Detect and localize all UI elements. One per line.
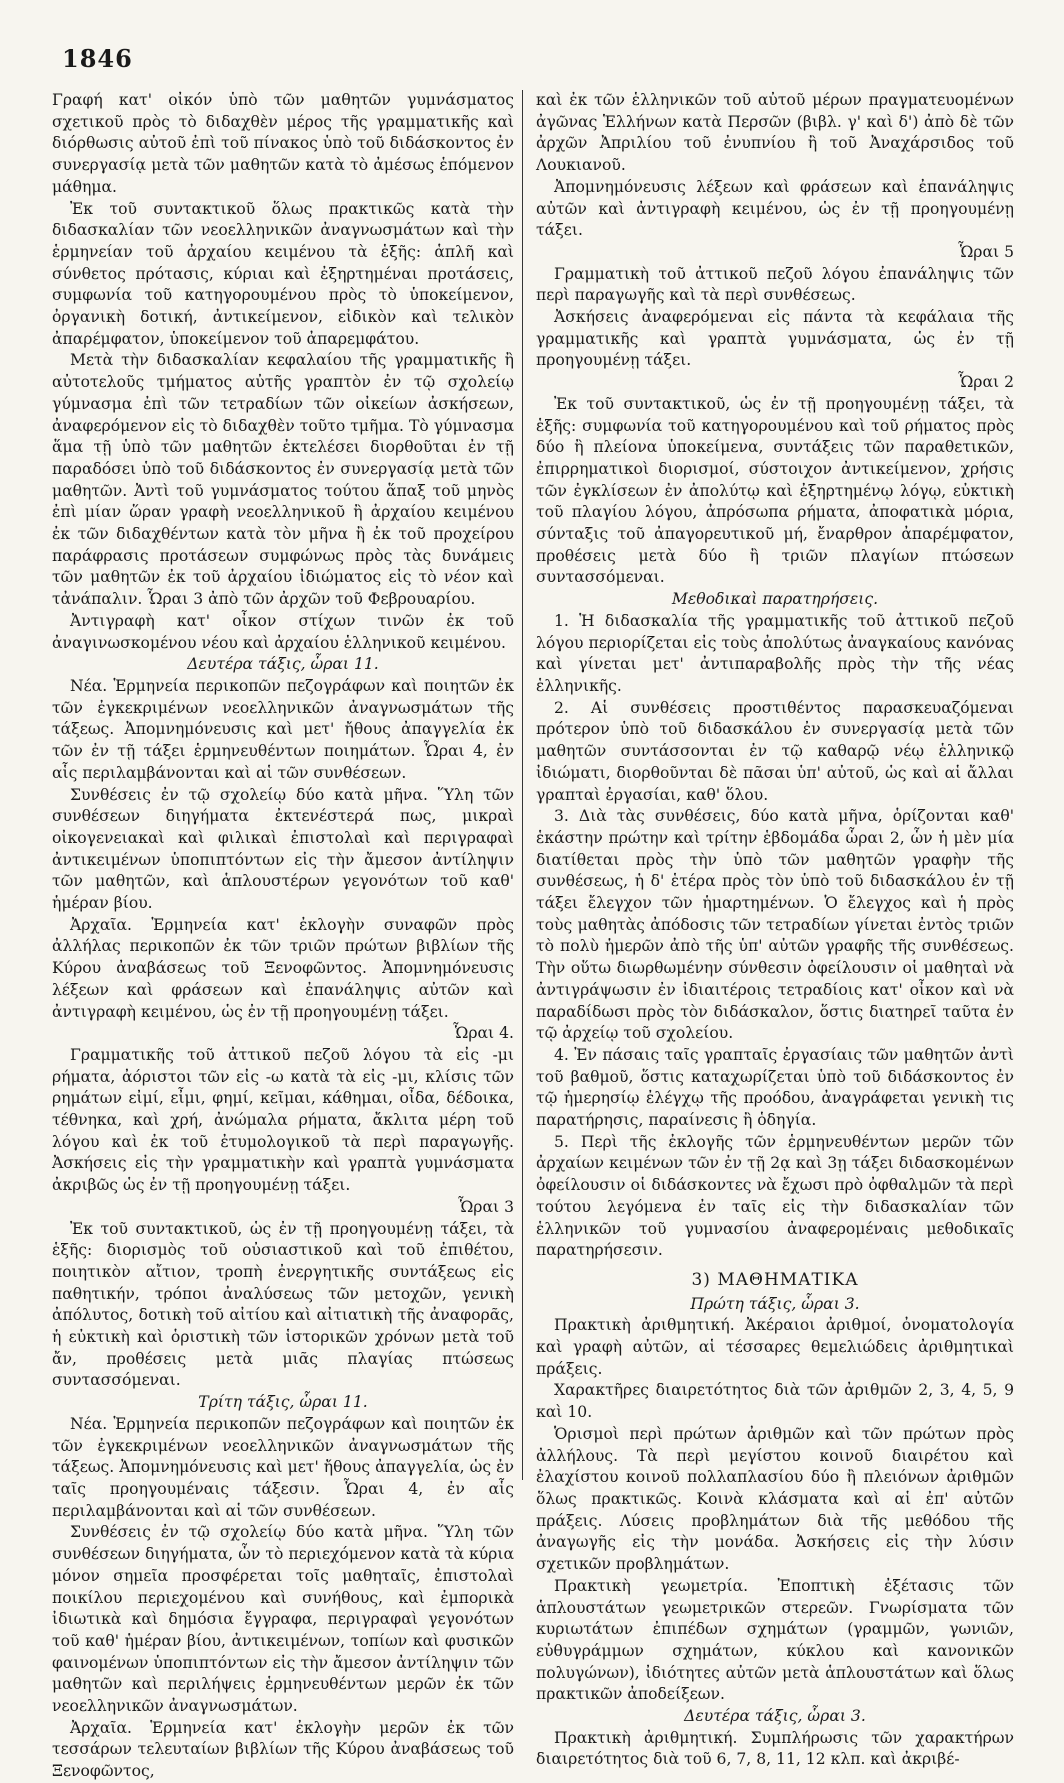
paragraph: Γραμματικῆς τοῦ ἀττικοῦ πεζοῦ λόγου τὰ εἰς -μι ρήματα, ἀόριστοι τῶν εἰς -ω κατὰ τὰ εἰς -μι, κλίσις τῶν ρημάτων εἰμί, εἶμι, φημί, κεῖμαι, κάθημαι, οἶδα, δέδοικα, τέθνηκα, καὶ χρή, ἀνώμαλα ρήματα, ἄκλιτα μέρη τοῦ λόγου καὶ ἐκ τοῦ ἐτυμολογικοῦ τὰ περὶ παραγωγῆς. Ἀσκήσεις εἰς τὴν γραμματικὴν καὶ γραπτὰ γυμνάσματα ἀκριβῶς ὡς ἐν τῇ προηγουμένῃ τάξει. (52, 1045, 514, 1195)
class-heading: Δευτέρα τάξις, ὧραι 11. (187, 655, 379, 674)
paragraph: Μετὰ τὴν διδασκαλίαν κεφαλαίου τῆς γραμματικῆς ἢ αὐτοτελοῦς τμήματος αὐτῆς γραπτὸν ἐν τῷ σχολείῳ γύμνασμα ἐπὶ τῶν τετραδίων τῶν οἰκείων ἀσκήσεων, ἀναφερόμενον εἰς τὸ διδαχθὲν τοῦτο τμῆμα. Τὸ γύμνασμα ἅμα τῇ ὑπὸ τῶν μαθητῶν ἐκτελέσει διορθοῦται ἐν τῇ παραδόσει ὑπὸ τοῦ διδάσκοντος ἐν συνεργασίᾳ μετὰ τῶν μαθητῶν. Ἀντὶ τοῦ γυμνάσματος τούτου ἅπαξ τοῦ μηνὸς ἐπὶ μίαν ὥραν γραφὴ νεοελληνικοῦ ἢ ἀρχαίου κειμένου ἐκ τῶν διδαχθέντων κατὰ τὸν μῆνα ἢ ἐκ τοῦ προχείρου παράφρασις προτάσεων συμφώνως πρὸς τὰς δυνάμεις τῶν μαθητῶν ἐκ τοῦ ἀρχαίου ἰδιώματος εἰς τὸ νέον καὶ τἀνάπαλιν. Ὧραι 3 ἀπὸ τῶν ἀρχῶν τοῦ Φεβρουαρίου. (52, 351, 514, 609)
paragraph: Νέα. Ἑρμηνεία περικοπῶν πεζογράφων καὶ ποιητῶν ἐκ τῶν ἐγκεκριμένων νεοελληνικῶν ἀναγνωσμάτων τῆς τάξεως. Ἀπομνημόνευσις καὶ μετ' ἤθους ἀπαγγελία ἐκ τῶν ἐν τῇ τάξει ἑρμηνευθέντων ποιημάτων. Ὧραι 4, ἐν αἷς περιλαμβάνονται καὶ αἱ τῶν συνθέσεων. (52, 676, 514, 782)
class-heading: Δευτέρα τάξις, ὧραι 3. (684, 1707, 866, 1726)
hours-note: Ὧραι 5 (958, 242, 1014, 261)
paragraph: Γραμματικὴ τοῦ ἀττικοῦ πεζοῦ λόγου ἐπανάληψις τῶν περὶ παραγωγῆς καὶ τὰ περὶ συνθέσεως. (536, 264, 1014, 305)
paragraph: Ἀπομνημόνευσις λέξεων καὶ φράσεων καὶ ἐπανάληψις αὐτῶν καὶ ἀντιγραφὴ κειμένου, ὡς ἐν τῇ προηγουμένῃ τάξει. (536, 177, 1014, 240)
paragraph: Ἀρχαῖα. Ἑρμηνεία κατ' ἐκλογὴν μερῶν ἐκ τῶν τεσσάρων τελευταίων βιβλίων τῆς Κύρου ἀναβάσεως τοῦ Ξενοφῶντος, (52, 1718, 514, 1781)
paragraph: 2. Αἱ συνθέσεις προστιθέντος παρασκευαζόμεναι πρότερον ὑπὸ τοῦ διδασκάλου ἐν συνεργασίᾳ μετὰ τῶν μαθητῶν συντάσσονται ἐν τῷ καθαρῷ νέῳ ἑλληνικῷ ἰδιώματι, διορθοῦνται δὲ πᾶσαι ὑπ' αὐτοῦ, ὡς καὶ αἱ ἄλλαι γραπταὶ ἐργασίαι, καθ' ὅλου. (536, 698, 1014, 804)
paragraph: Νέα. Ἑρμηνεία περικοπῶν πεζογράφων καὶ ποιητῶν ἐκ τῶν ἐγκεκριμένων νεοελληνικῶν ἀναγνωσμάτων τῆς τάξεως. Ἀπομνημόνευσις καὶ μετ' ἤθους ἀπαγγελία, ὡς ἐν ταῖς προηγουμέναις τάξεσιν. Ὧραι 4, ἐν αἷς περιλαμβάνονται καὶ αἱ τῶν συνθέσεων. (52, 1414, 514, 1520)
paragraph: Πρακτικὴ ἀριθμητική. Συμπλήρωσις τῶν χαρακτήρων διαιρετότητος διὰ τοῦ 6, 7, 8, 11, 12 κλπ. καὶ ἀκριβέ- (536, 1728, 1014, 1769)
paragraph: Ἐκ τοῦ συντακτικοῦ ὅλως πρακτικῶς κατὰ τὴν διδασκαλίαν τῶν νεοελληνικῶν ἀναγνωσμάτων καὶ τὴν ἑρμηνείαν τοῦ ἀρχαίου κειμένου τὰ ἑξῆς: ἁπλῆ καὶ σύνθετος πρότασις, κύριαι καὶ ἐξηρτημέναι προτάσεις, συμφωνία τοῦ κατηγορουμένου πρὸς τὸ ὑποκείμενον, ὀργανικὴ δοτική, ἀντικείμενον, εἰδικὸν καὶ τελικὸν ἀπαρέμφατον, ὑποκείμενον τοῦ ἀπαρεμφάτου. (52, 199, 514, 348)
class-heading: Πρώτη τάξις, ὧραι 3. (690, 1294, 860, 1313)
paragraph: Πρακτικὴ ἀριθμητική. Ἀκέραιοι ἀριθμοί, ὀνοματολογία καὶ γραφὴ αὐτῶν, αἱ τέσσαρες θεμελιώδεις ἀριθμητικαὶ πράξεις. (536, 1316, 1014, 1378)
paragraph: Ὁρισμοὶ περὶ πρώτων ἀριθμῶν καὶ τῶν πρώτων πρὸς ἀλλήλους. Τὰ περὶ μεγίστου κοινοῦ διαιρέτου καὶ ἐλαχίστου κοινοῦ πολλαπλασίου δύο ἢ πλειόνων ἀριθμῶν ὅλως πρακτικῶς. Κοινὰ κλάσματα καὶ αἱ ἐπ' αὐτῶν πράξεις. Λύσεις προβλημάτων διὰ τῆς μεθόδου τῆς ἀναγωγῆς εἰς τὴν μονάδα. Ἀσκήσεις εἰς τὴν λύσιν σχετικῶν προβλημάτων. (536, 1424, 1014, 1574)
paragraph: Ἐκ τοῦ συντακτικοῦ, ὡς ἐν τῇ προηγουμένῃ τάξει, τὰ ἑξῆς: διορισμὸς τοῦ οὐσιαστικοῦ καὶ τοῦ ἐπιθέτου, ποιητικὸν αἴτιον, τροπὴ ἐνεργητικῆς συντάξεως εἰς παθητικήν, τρόποι ἀναλύσεως τῶν μετοχῶν, γενικὴ ἀπόλυτος, δοτικὴ τοῦ αἰτίου καὶ αἰτιατικὴ τῆς ἀναφορᾶς, ἡ εὐκτικὴ καὶ ὁριστικὴ τῶν ἱστορικῶν χρόνων μετὰ τοῦ ἄν, προθέσεις μετὰ μιᾶς πλαγίας πτώσεως συντασσόμεναι. (52, 1219, 514, 1390)
paragraph: 3. Διὰ τὰς συνθέσεις, δύο κατὰ μῆνα, ὁρίζονται καθ' ἑκάστην πρώτην καὶ τρίτην ἑβδομάδα ὧραι 2, ὧν ἡ μὲν μία διατίθεται πρὸς τὴν ὑπὸ τῶν μαθητῶν γραφὴν τῆς συνθέσεως, ἡ δ' ἑτέρα πρὸς τὸν ὑπὸ τοῦ διδασκάλου ἐν τῇ τάξει ἔλεγχον τῶν ἡμαρτημένων. Ὁ ἔλεγχος καὶ ἡ πρὸς τοὺς μαθητὰς ἀπόδοσις τῶν τετραδίων γίνεται ἐντὸς τριῶν τὸ πολὺ ἡμερῶν ἀπὸ τῆς ὑπ' αὐτῶν γραφῆς τῆς συνθέσεως. Τὴν οὕτω διωρθωμένην σύνθεσιν ὀφείλουσιν οἱ μαθηταὶ νὰ ἀντιγράψωσιν ἐν ἰδιαιτέροις τετραδίοις κατ' οἶκον καὶ νὰ παραδίδωσι πρὸς τὸν διδάσκαλον, ὅστις διατηρεῖ ταῦτα ἐν τῷ ἀρχείῳ τοῦ σχολείου. (536, 807, 1014, 1043)
paragraph: 1. Ἡ διδασκαλία τῆς γραμματικῆς τοῦ ἀττικοῦ πεζοῦ λόγου περιορίζεται εἰς τοὺς ἀπολύτως ἀναγκαίους κανόνας καὶ γίνεται μετ' ἀντιπαραβολῆς πρὸς τὴν τῆς νέας ἑλληνικῆς. (536, 611, 1014, 695)
paragraph: Συνθέσεις ἐν τῷ σχολείῳ δύο κατὰ μῆνα. Ὕλη τῶν συνθέσεων διηγήματα, ὧν τὸ περιεχόμενον κατὰ τὰ κύρια μόνον σημεῖα προσφέρεται τοῖς μαθηταῖς, ἐπιστολαὶ ποικίλου περιεχομένου καὶ συνήθους, καὶ ἐμπορικὰ ἰδιωτικὰ καὶ δημόσια ἔγγραφα, περιγραφαὶ γεγονότων τοῦ καθ' ἡμέραν βίου, ἀντικειμένων, τοπίων καὶ φυσικῶν φαινομένων ὑποπιπτόντων εἰς τὴν ἄμεσον ἀντίληψιν τῶν μαθητῶν καὶ περιλήψεις ἑρμηνευθέντων μερῶν ἐκ τῶν νεοελληνικῶν ἀναγνωσμάτων. (52, 1523, 514, 1716)
class-heading: Τρίτη τάξις, ὧραι 11. (198, 1393, 368, 1412)
column-divider (522, 90, 523, 1480)
paragraph: Πρακτικὴ γεωμετρία. Ἐποπτικὴ ἐξέτασις τῶν ἁπλουστάτων γεωμετρικῶν στερεῶν. Γνωρίσματα τῶν κυριωτάτων ἐπιπέδων σχημάτων (γραμμῶν, γωνιῶν, εὐθυγράμμων σχημάτων, κύκλου καὶ κανονικῶν πολυγώνων), ἰδιότητες αὐτῶν μετὰ ἁπλουστάτων καὶ ὅλως πρακτικῶν ἀποδείξεων. (536, 1576, 1014, 1704)
hours-note: Ὧραι 3 (458, 1197, 514, 1216)
hours-note: Ὧραι 4. (453, 1024, 514, 1043)
right-column (536, 90, 1014, 1771)
paragraph: 4. Ἐν πάσαις ταῖς γραπταῖς ἐργασίαις τῶν μαθητῶν ἀντὶ τοῦ βαθμοῦ, ὅστις καταχωρίζεται ὑπὸ τοῦ διδάσκοντος ἐν τῷ ἡμερησίῳ ἐλέγχῳ τῆς προόδου, ἀναγράφεται γενικὴ τις παρατήρησις, παραίνεσις ἢ ὁδηγία. (536, 1045, 1014, 1130)
paragraph: Γραφή κατ' οἰκόν ὑπὸ τῶν μαθητῶν γυμνάσματος σχετικοῦ πρὸς τὸ διδαχθὲν μέρος τῆς γραμματικῆς καὶ διόρθωσις αὐτοῦ ἐπὶ τοῦ πίνακος ὑπὸ τοῦ διδάσκοντος ἐν συνεργασίᾳ μετὰ τῶν μαθητῶν κατὰ τὸ ἀμέσως ἑπόμενον μάθημα. (52, 91, 514, 196)
paragraph: Συνθέσεις ἐν τῷ σχολείῳ δύο κατὰ μῆνα. Ὕλη τῶν συνθέσεων διηγήματα ἐκτενέστερά πως, μικραὶ οἰκογενειακαὶ καὶ φιλικαὶ ἐπιστολαὶ καὶ περιγραφαὶ ἀντικειμένων ὑποπιπτόντων εἰς τὴν ἄμεσον ἀντίληψιν τῶν μαθητῶν, καὶ ἁπλουστέρων γεγονότων τοῦ καθ' ἡμέραν βίου. (52, 785, 514, 913)
hours-note: Ὧραι 2 (958, 373, 1014, 392)
paragraph: Ἀρχαῖα. Ἑρμηνεία κατ' ἐκλογὴν συναφῶν πρὸς ἀλλήλας περικοπῶν ἐκ τῶν τριῶν πρώτων βιβλίων τῆς Κύρου ἀναβάσεως τοῦ Ξενοφῶντος. Ἀπομνημόνευσις λέξεων καὶ φράσεων καὶ ἐπανάληψις αὐτῶν καὶ ἀντιγραφὴ κειμένου, ὡς ἐν τῇ προηγουμένῃ τάξει. (52, 915, 514, 1021)
paragraph: Χαρακτῆρες διαιρετότητος διὰ τῶν ἀριθμῶν 2, 3, 4, 5, 9 καὶ 10. (536, 1381, 1014, 1422)
class-heading: Μεθοδικαὶ παρατηρήσεις. (671, 590, 879, 609)
paragraph: Ἐκ τοῦ συντακτικοῦ, ὡς ἐν τῇ προηγουμένῃ τάξει, τὰ ἑξῆς: συμφωνία τοῦ κατηγορουμένου καὶ τοῦ ρήματος πρὸς δύο ἢ πλείονα ὑποκείμενα, συντάξεις τῶν παραθετικῶν, ἐπιρρηματικοὶ διορισμοί, σύστοιχον ἀντικείμενον, χρήσις τῶν ἐγκλίσεων ἐν ἀπολύτῳ καὶ ἐξηρτημένῳ λόγῳ, εὐκτικὴ τοῦ πλαγίου λόγου, ἀπρόσωπα ρήματα, ἀποφατικὰ μόρια, σύνταξις τοῦ ἀπαγορευτικοῦ μή, ἔναρθρον ἀπαρέμφατον, προθέσεις μετὰ δύο ἢ τριῶν πλαγίων πτώσεων συντασσόμεναι. (536, 394, 1014, 587)
paragraph: Ἀντιγραφὴ κατ' οἶκον στίχων τινῶν ἐκ τοῦ ἀναγινωσκομένου νέου καὶ ἀρχαίου ἑλληνικοῦ κειμένου. (52, 611, 514, 652)
paragraph: καὶ ἐκ τῶν ἑλληνικῶν τοῦ αὐτοῦ μέρων πραγματευομένων ἀγῶνας Ἑλλήνων κατὰ Περσῶν (βιβλ. γ' καὶ δ') ἀπὸ δὲ τῶν ἀρχῶν Ἀπριλίου τοῦ ἐνυπνίου ἢ τοῦ Ἀναχάρσιδος τοῦ Λουκιανοῦ. (536, 91, 1014, 175)
paragraph: Ἀσκήσεις ἀναφερόμεναι εἰς πάντα τὰ κεφάλαια τῆς γραμματικῆς καὶ γραπτὰ γυμνάσματα, ὡς ἐν τῇ προηγουμένῃ τάξει. (536, 308, 1014, 370)
paragraph: 5. Περὶ τῆς ἐκλογῆς τῶν ἑρμηνευθέντων μερῶν τῶν ἀρχαίων κειμένων τῶν ἐν τῇ 2ᾳ καὶ 3ῃ τάξει διδασκομένων ὀφείλουσιν οἱ διδάσκοντες νὰ ἔχωσι πρὸ ὀφθαλμῶν τὰ περὶ τούτου λεγόμενα ἐν ταῖς εἰς τὴν διδασκαλίαν τῶν ἑλληνικῶν τοῦ γυμνασίου ἀναφερομέναις μεθοδικαῖς παρατηρήσεσιν. (536, 1132, 1014, 1260)
left-column (52, 90, 514, 1783)
page-number: 1846 (62, 44, 133, 73)
section-heading: 3) ΜΑΘΗΜΑΤΙΚΑ (691, 1269, 859, 1290)
